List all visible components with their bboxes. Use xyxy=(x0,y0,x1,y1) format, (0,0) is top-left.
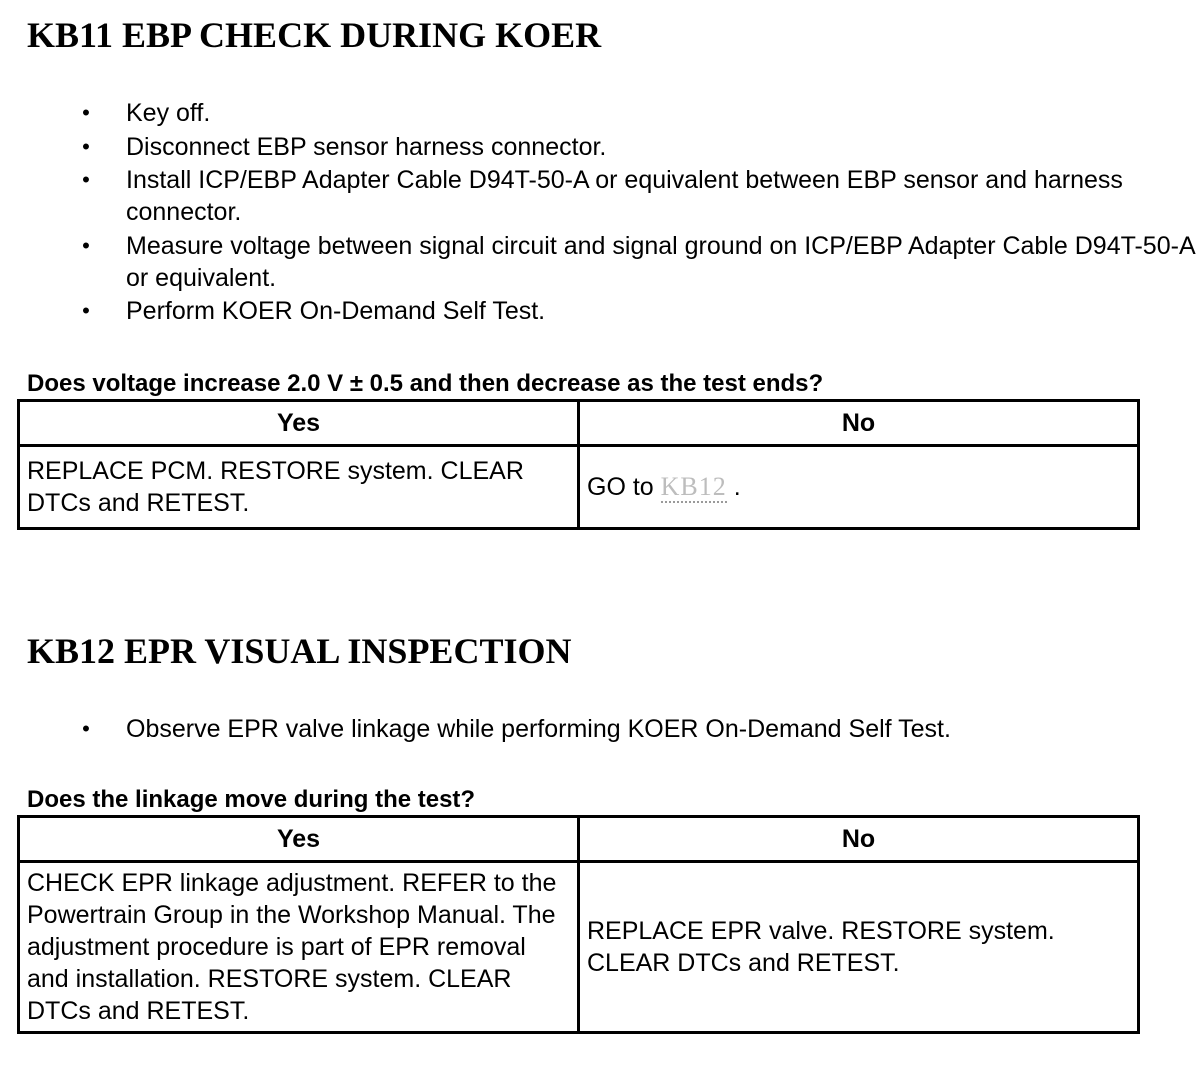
no-column-header: No xyxy=(579,817,1139,862)
bullet-icon: • xyxy=(82,133,90,159)
yes-column-header: Yes xyxy=(19,817,579,862)
kb12-link[interactable]: KB12 xyxy=(660,472,727,501)
question-text: Does voltage increase 2.0 V ± 0.5 and then decrease as the test ends? xyxy=(27,370,824,397)
yes-cell: REPLACE PCM. RESTORE system. CLEAR DTCs and RETEST. xyxy=(19,446,579,529)
list-item xyxy=(0,713,1200,745)
decision-table xyxy=(17,399,1140,530)
decision-table xyxy=(17,815,1140,1034)
question-text: Does the linkage move during the test? xyxy=(27,786,476,813)
step-text: Disconnect EBP sensor harness connector. xyxy=(126,132,607,161)
yes-column-header: Yes xyxy=(19,401,579,446)
no-cell-prefix: GO to xyxy=(587,473,654,501)
section-heading: KB12 EPR VISUAL INSPECTION xyxy=(27,631,572,671)
no-column-header: No xyxy=(579,401,1139,446)
table-header-row xyxy=(19,817,1139,862)
list-item xyxy=(0,230,1196,294)
list-item xyxy=(0,295,1200,327)
step-list xyxy=(0,713,1200,747)
step-list xyxy=(0,97,1200,329)
table-row xyxy=(19,446,1139,529)
no-cell: REPLACE EPR valve. RESTORE system. CLEAR DTCs and RETEST. xyxy=(579,862,1139,1033)
no-cell-suffix: . xyxy=(733,473,741,501)
step-text: Install ICP/EBP Adapter Cable D94T-50-A or equivalent between EBP sensor and harness connector. xyxy=(126,166,1123,226)
bullet-icon: • xyxy=(82,232,90,258)
list-item xyxy=(0,97,1200,129)
yes-cell: CHECK EPR linkage adjustment. REFER to the Powertrain Group in the Workshop Manual. The adjustment procedure is part of EPR removal and installation. RESTORE system. CLEAR DTCs and RETEST. xyxy=(19,862,579,1033)
list-item xyxy=(0,131,1200,163)
step-text: Key off. xyxy=(126,99,211,127)
step-text: Observe EPR valve linkage while performing KOER On-Demand Self Test. xyxy=(126,715,951,743)
list-item xyxy=(0,164,1156,228)
step-text: Perform KOER On-Demand Self Test. xyxy=(126,297,546,325)
table-row xyxy=(19,862,1139,1033)
table-header-row xyxy=(19,401,1139,446)
no-cell xyxy=(579,446,1139,529)
step-text: Measure voltage between signal circuit and signal ground on ICP/EBP Adapter Cable D94T-50-A or equivalent. xyxy=(126,231,1195,292)
section-heading: KB11 EBP CHECK DURING KOER xyxy=(27,15,602,55)
bullet-icon: • xyxy=(82,167,90,192)
bullet-icon: • xyxy=(82,716,90,741)
bullet-icon: • xyxy=(82,100,90,125)
bullet-icon: • xyxy=(82,298,90,323)
